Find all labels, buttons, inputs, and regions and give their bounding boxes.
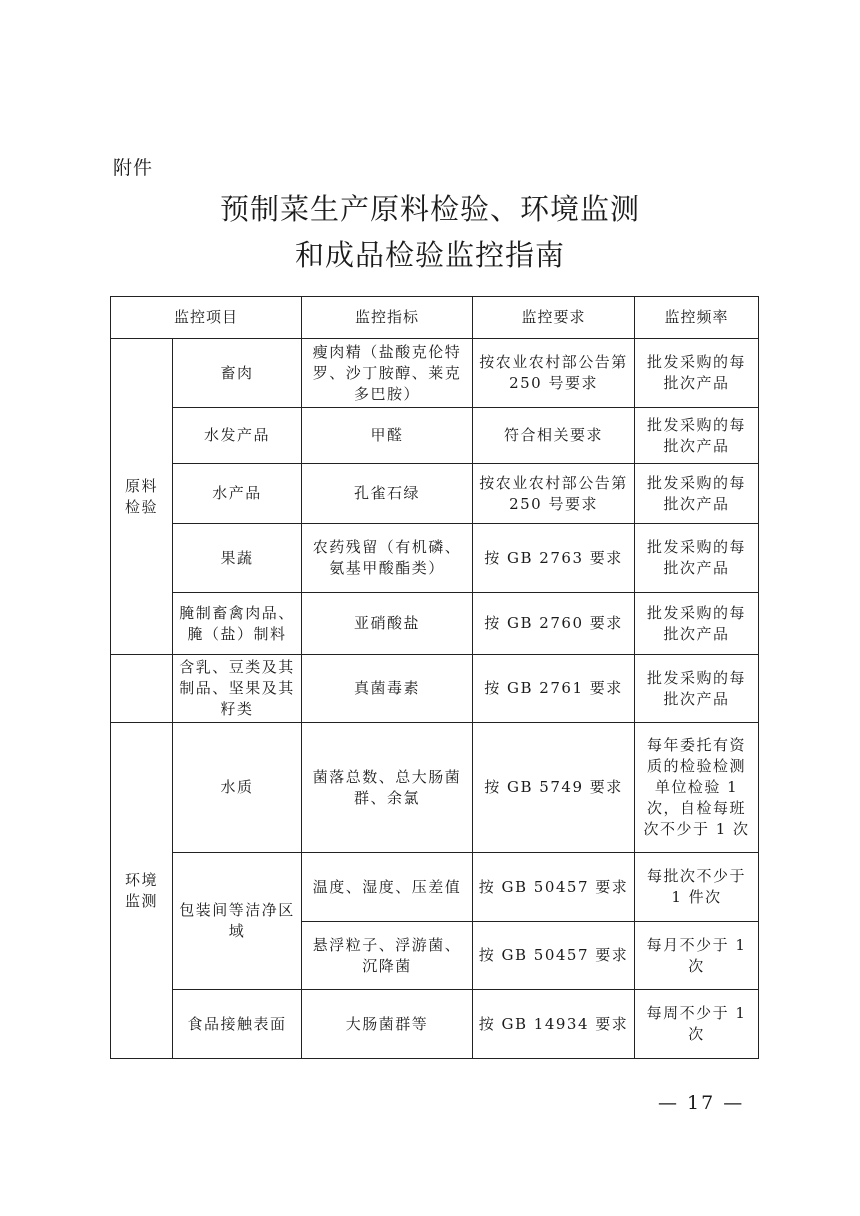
row-requirement: 按 GB 2760 要求	[473, 593, 635, 655]
table-row	[111, 339, 759, 408]
row-indicator: 大肠菌群等	[302, 990, 473, 1059]
table-row	[111, 464, 759, 524]
row-item: 含乳、豆类及其制品、坚果及其籽类	[173, 655, 302, 723]
table-row	[111, 524, 759, 593]
row-indicator: 瘦肉精（盐酸克伦特罗、沙丁胺醇、莱克多巴胺）	[302, 339, 473, 408]
row-item: 水质	[173, 723, 302, 853]
row-frequency: 每年委托有资质的检验检测单位检验 1 次，自检每班次不少于 1 次	[635, 723, 759, 853]
row-item: 畜肉	[173, 339, 302, 408]
row-requirement: 按农业农村部公告第 250 号要求	[473, 464, 635, 524]
attachment-label: 附件	[113, 157, 154, 179]
table-header-row	[111, 297, 759, 339]
monitoring-guide-table	[110, 296, 759, 1059]
row-indicator: 悬浮粒子、浮游菌、沉降菌	[302, 922, 473, 990]
row-requirement: 按 GB 2763 要求	[473, 524, 635, 593]
group-label-raw-material-text: 原料检验	[124, 476, 158, 516]
row-requirement: 按 GB 2761 要求	[473, 655, 635, 723]
table-row	[111, 853, 759, 922]
header-monitoring-item: 监控项目	[111, 297, 302, 339]
page-number: — 17 —	[658, 1092, 745, 1114]
row-item: 水发产品	[173, 408, 302, 464]
table-row	[111, 990, 759, 1059]
row-frequency: 批发采购的每批次产品	[635, 593, 759, 655]
row-requirement: 按农业农村部公告第 250 号要求	[473, 339, 635, 408]
table-row	[111, 655, 759, 723]
row-indicator: 孔雀石绿	[302, 464, 473, 524]
row-frequency: 每周不少于 1 次	[635, 990, 759, 1059]
row-frequency: 批发采购的每批次产品	[635, 464, 759, 524]
document-title-line-2: 和成品检验监控指南	[294, 238, 565, 272]
row-indicator: 真菌毒素	[302, 655, 473, 723]
empty-group-cell	[111, 655, 173, 723]
row-indicator: 温度、湿度、压差值	[302, 853, 473, 922]
row-frequency: 批发采购的每批次产品	[635, 408, 759, 464]
row-item: 腌制畜禽肉品、腌（盐）制料	[173, 593, 302, 655]
row-indicator: 亚硝酸盐	[302, 593, 473, 655]
row-requirement: 按 GB 14934 要求	[473, 990, 635, 1059]
group-label-environment-text: 环境监测	[124, 870, 158, 910]
row-frequency: 每月不少于 1 次	[635, 922, 759, 990]
row-item: 水产品	[173, 464, 302, 524]
group-label-environment	[111, 723, 173, 1059]
header-monitoring-indicator: 监控指标	[302, 297, 473, 339]
row-requirement: 按 GB 5749 要求	[473, 723, 635, 853]
row-requirement: 符合相关要求	[473, 408, 635, 464]
row-item: 食品接触表面	[173, 990, 302, 1059]
table-row	[111, 723, 759, 853]
table-row	[111, 593, 759, 655]
row-requirement: 按 GB 50457 要求	[473, 853, 635, 922]
row-item: 果蔬	[173, 524, 302, 593]
header-monitoring-requirement: 监控要求	[473, 297, 635, 339]
row-frequency: 每批次不少于 1 件次	[635, 853, 759, 922]
header-monitoring-frequency: 监控频率	[635, 297, 759, 339]
row-indicator: 甲醛	[302, 408, 473, 464]
document-title-line-1: 预制菜生产原料检验、环境监测	[219, 192, 640, 226]
row-indicator: 菌落总数、总大肠菌群、余氯	[302, 723, 473, 853]
row-frequency: 批发采购的每批次产品	[635, 339, 759, 408]
row-frequency: 批发采购的每批次产品	[635, 524, 759, 593]
group-label-raw-material	[111, 339, 173, 655]
row-item: 包装间等洁净区域	[173, 853, 302, 990]
row-requirement: 按 GB 50457 要求	[473, 922, 635, 990]
table-row	[111, 408, 759, 464]
row-indicator: 农药残留（有机磷、氨基甲酸酯类）	[302, 524, 473, 593]
row-frequency: 批发采购的每批次产品	[635, 655, 759, 723]
